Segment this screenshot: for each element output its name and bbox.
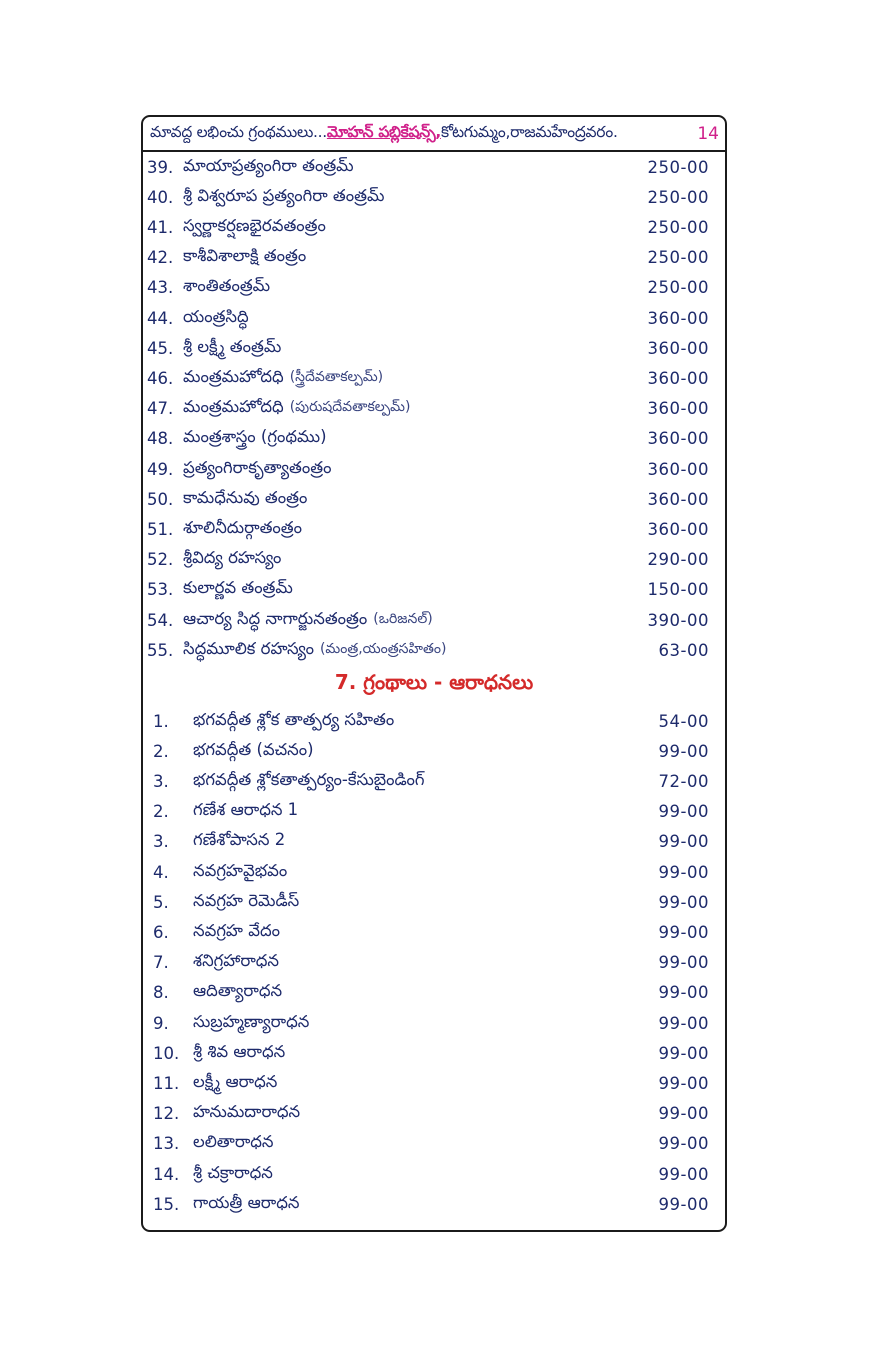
item-price: 360-00 [647, 459, 709, 479]
item-title: సుబ్రహ్మణ్యారాధన [193, 1011, 310, 1031]
list-item [143, 706, 725, 736]
list-item [143, 424, 725, 454]
list-item [143, 273, 725, 303]
publisher-name: మోహన్ పబ్లికేషన్స్, [326, 122, 441, 141]
item-title: శూలినీదుర్గాతంత్రం [183, 517, 302, 537]
list-item [143, 1129, 725, 1159]
item-title: నవగ్రహవైభవం [193, 860, 288, 880]
list-item [143, 1008, 725, 1038]
item-number: 2. [153, 741, 169, 761]
item-title: ఆచార్య సిద్ధ నాగార్జునతంత్రం [183, 608, 368, 628]
item-number: 2. [153, 802, 169, 822]
list-item [143, 1038, 725, 1068]
item-title: ప్రత్యంగిరాకృత్యాతంత్రం [183, 457, 332, 477]
item-number: 7. [153, 953, 169, 973]
item-price: 99-00 [658, 1073, 709, 1093]
item-title: లలితారాధన [193, 1132, 274, 1152]
item-number: 53. [147, 580, 174, 600]
item-number: 50. [147, 489, 174, 509]
item-number: 15. [153, 1194, 180, 1214]
item-price: 99-00 [658, 1194, 709, 1214]
price-list-frame [141, 115, 727, 1232]
item-number: 45. [147, 338, 174, 358]
list-item [143, 333, 725, 363]
item-number: 54. [147, 610, 174, 630]
item-number: 39. [147, 157, 174, 177]
item-price: 250-00 [647, 217, 709, 237]
item-number: 3. [153, 832, 169, 852]
item-price: 99-00 [658, 802, 709, 822]
item-title: లక్ష్మీ ఆరాధన [193, 1071, 278, 1091]
item-number: 48. [147, 429, 174, 449]
item-number: 46. [147, 368, 174, 388]
item-note: (స్త్రీదేవతాకల్పమ్) [289, 368, 384, 385]
item-title: నవగ్రహ రెమెడీస్ [193, 890, 300, 910]
list-item [143, 303, 725, 333]
item-price: 150-00 [647, 580, 709, 600]
item-price: 390-00 [647, 610, 709, 630]
item-number: 52. [147, 550, 174, 570]
list-item [143, 212, 725, 242]
item-number: 13. [153, 1134, 180, 1154]
list-item [143, 736, 725, 766]
item-title: మాయాప్రత్యంగిరా తంత్రమ్ [183, 155, 354, 175]
list-item [143, 1159, 725, 1189]
item-title: గణేశోపాసన 2 [193, 830, 286, 850]
item-price: 99-00 [658, 1134, 709, 1154]
item-number: 40. [147, 187, 174, 207]
item-price: 250-00 [647, 248, 709, 268]
list-item [143, 575, 725, 605]
item-price: 99-00 [658, 922, 709, 942]
item-number: 10. [153, 1043, 180, 1063]
item-title: భగవద్గీత శ్లోక తాత్పర్య సహితం [193, 709, 395, 729]
list-item [143, 1189, 725, 1219]
item-title: నవగ్రహ వేదం [193, 920, 280, 940]
list-item [143, 766, 725, 796]
item-number: 51. [147, 519, 174, 539]
item-number: 1. [153, 711, 169, 731]
item-title: గాయత్రీ ఆరాధన [193, 1192, 300, 1212]
list-item [143, 182, 725, 212]
item-price: 360-00 [647, 338, 709, 358]
item-title: మంత్రమహోదధి [183, 366, 284, 386]
list-item [143, 454, 725, 484]
item-price: 250-00 [647, 187, 709, 207]
item-number: 12. [153, 1104, 180, 1124]
item-price: 360-00 [647, 519, 709, 539]
item-title: మంత్రమహోదధి [183, 397, 284, 417]
list-item [143, 917, 725, 947]
item-number: 43. [147, 278, 174, 298]
item-price: 99-00 [658, 983, 709, 1003]
list-item [143, 545, 725, 575]
item-title: శ్రీ శివ ఆరాధన [193, 1041, 286, 1061]
item-title: భగవద్గీత శ్లోకతాత్పర్యం-కేసుబైండింగ్ [193, 769, 425, 789]
item-price: 99-00 [658, 1164, 709, 1184]
item-number: 8. [153, 983, 169, 1003]
item-title: హనుమదారాధన [193, 1102, 301, 1122]
item-title: యంత్రసిద్ధి [183, 306, 249, 326]
item-number: 14. [153, 1164, 180, 1184]
item-price: 360-00 [647, 399, 709, 419]
list-item [143, 1068, 725, 1098]
item-price: 99-00 [658, 1043, 709, 1063]
item-title: శాంతితంత్రమ్ [183, 276, 271, 296]
item-title: భగవద్గీత (వచనం) [193, 739, 314, 759]
page-header [143, 117, 725, 152]
item-price: 54-00 [658, 711, 709, 731]
list-item [143, 887, 725, 917]
list-item [143, 797, 725, 827]
list-item [143, 484, 725, 514]
item-price: 99-00 [658, 1013, 709, 1033]
item-number: 6. [153, 922, 169, 942]
list-item [143, 827, 725, 857]
item-note: (మంత్ర,యంత్రసహితం) [319, 640, 447, 657]
item-number: 47. [147, 399, 174, 419]
list-item [143, 243, 725, 273]
item-title: మంత్రశాస్త్రం (గ్రంథము) [183, 427, 327, 447]
item-price: 99-00 [658, 832, 709, 852]
list-item [143, 857, 725, 887]
item-title: స్వర్ణాకర్షణభైరవతంత్రం [183, 215, 326, 235]
item-title: కామధేనువు తంత్రం [183, 487, 308, 507]
item-title: కాశీవిశాలాక్షి తంత్రం [183, 246, 307, 266]
item-price: 360-00 [647, 308, 709, 328]
item-note: (పురుషదేవతాకల్పమ్) [289, 399, 411, 416]
item-price: 99-00 [658, 953, 709, 973]
list-item [143, 978, 725, 1008]
item-price: 99-00 [658, 741, 709, 761]
item-title: సిద్ధమూలిక రహస్యం [183, 638, 314, 658]
item-price: 250-00 [647, 157, 709, 177]
list-item [143, 152, 725, 182]
item-title: కులార్ణవ తంత్రమ్ [183, 578, 293, 598]
item-title: శ్రీ విశ్వరూప ప్రత్యంగిరా తంత్రమ్ [183, 185, 385, 205]
item-price: 72-00 [658, 771, 709, 791]
item-number: 4. [153, 862, 169, 882]
list-item [143, 514, 725, 544]
section-title: 7. గ్రంథాలు - ఆరాధనలు [334, 670, 534, 694]
list-item [143, 635, 725, 665]
item-title: శ్రీ లక్ష్మీ తంత్రమ్ [183, 336, 282, 356]
item-number: 49. [147, 459, 174, 479]
list-item [143, 1099, 725, 1129]
item-price: 63-00 [658, 640, 709, 660]
item-price: 250-00 [647, 278, 709, 298]
item-title: గణేశ ఆరాధన 1 [193, 800, 299, 820]
item-price: 99-00 [658, 892, 709, 912]
item-number: 44. [147, 308, 174, 328]
item-title: శ్రీవిద్య రహస్యం [183, 548, 282, 568]
item-number: 9. [153, 1013, 169, 1033]
list-item [143, 363, 725, 393]
item-price: 290-00 [647, 550, 709, 570]
item-price: 99-00 [658, 1104, 709, 1124]
item-price: 99-00 [658, 862, 709, 882]
item-title: ఆదిత్యారాధన [193, 981, 283, 1001]
page-number: 14 [697, 123, 719, 144]
item-price: 360-00 [647, 368, 709, 388]
item-price: 360-00 [647, 489, 709, 509]
item-note: (ఒరిజనల్) [373, 610, 433, 627]
item-number: 42. [147, 248, 174, 268]
item-number: 11. [153, 1073, 180, 1093]
item-number: 3. [153, 771, 169, 791]
item-title: శ్రీ చక్రారాధన [193, 1162, 273, 1182]
list-item [143, 948, 725, 978]
publisher-address: కోటగుమ్మం,రాజమహేంద్రవరం. [440, 122, 618, 141]
list-item [143, 605, 725, 635]
item-number: 41. [147, 217, 174, 237]
item-number: 55. [147, 640, 174, 660]
item-price: 360-00 [647, 429, 709, 449]
list-item [143, 394, 725, 424]
item-number: 5. [153, 892, 169, 912]
header-prefix: మావద్ద లభించు గ్రంథములు... [150, 122, 327, 141]
item-title: శనిగ్రహారాధన [193, 951, 280, 971]
